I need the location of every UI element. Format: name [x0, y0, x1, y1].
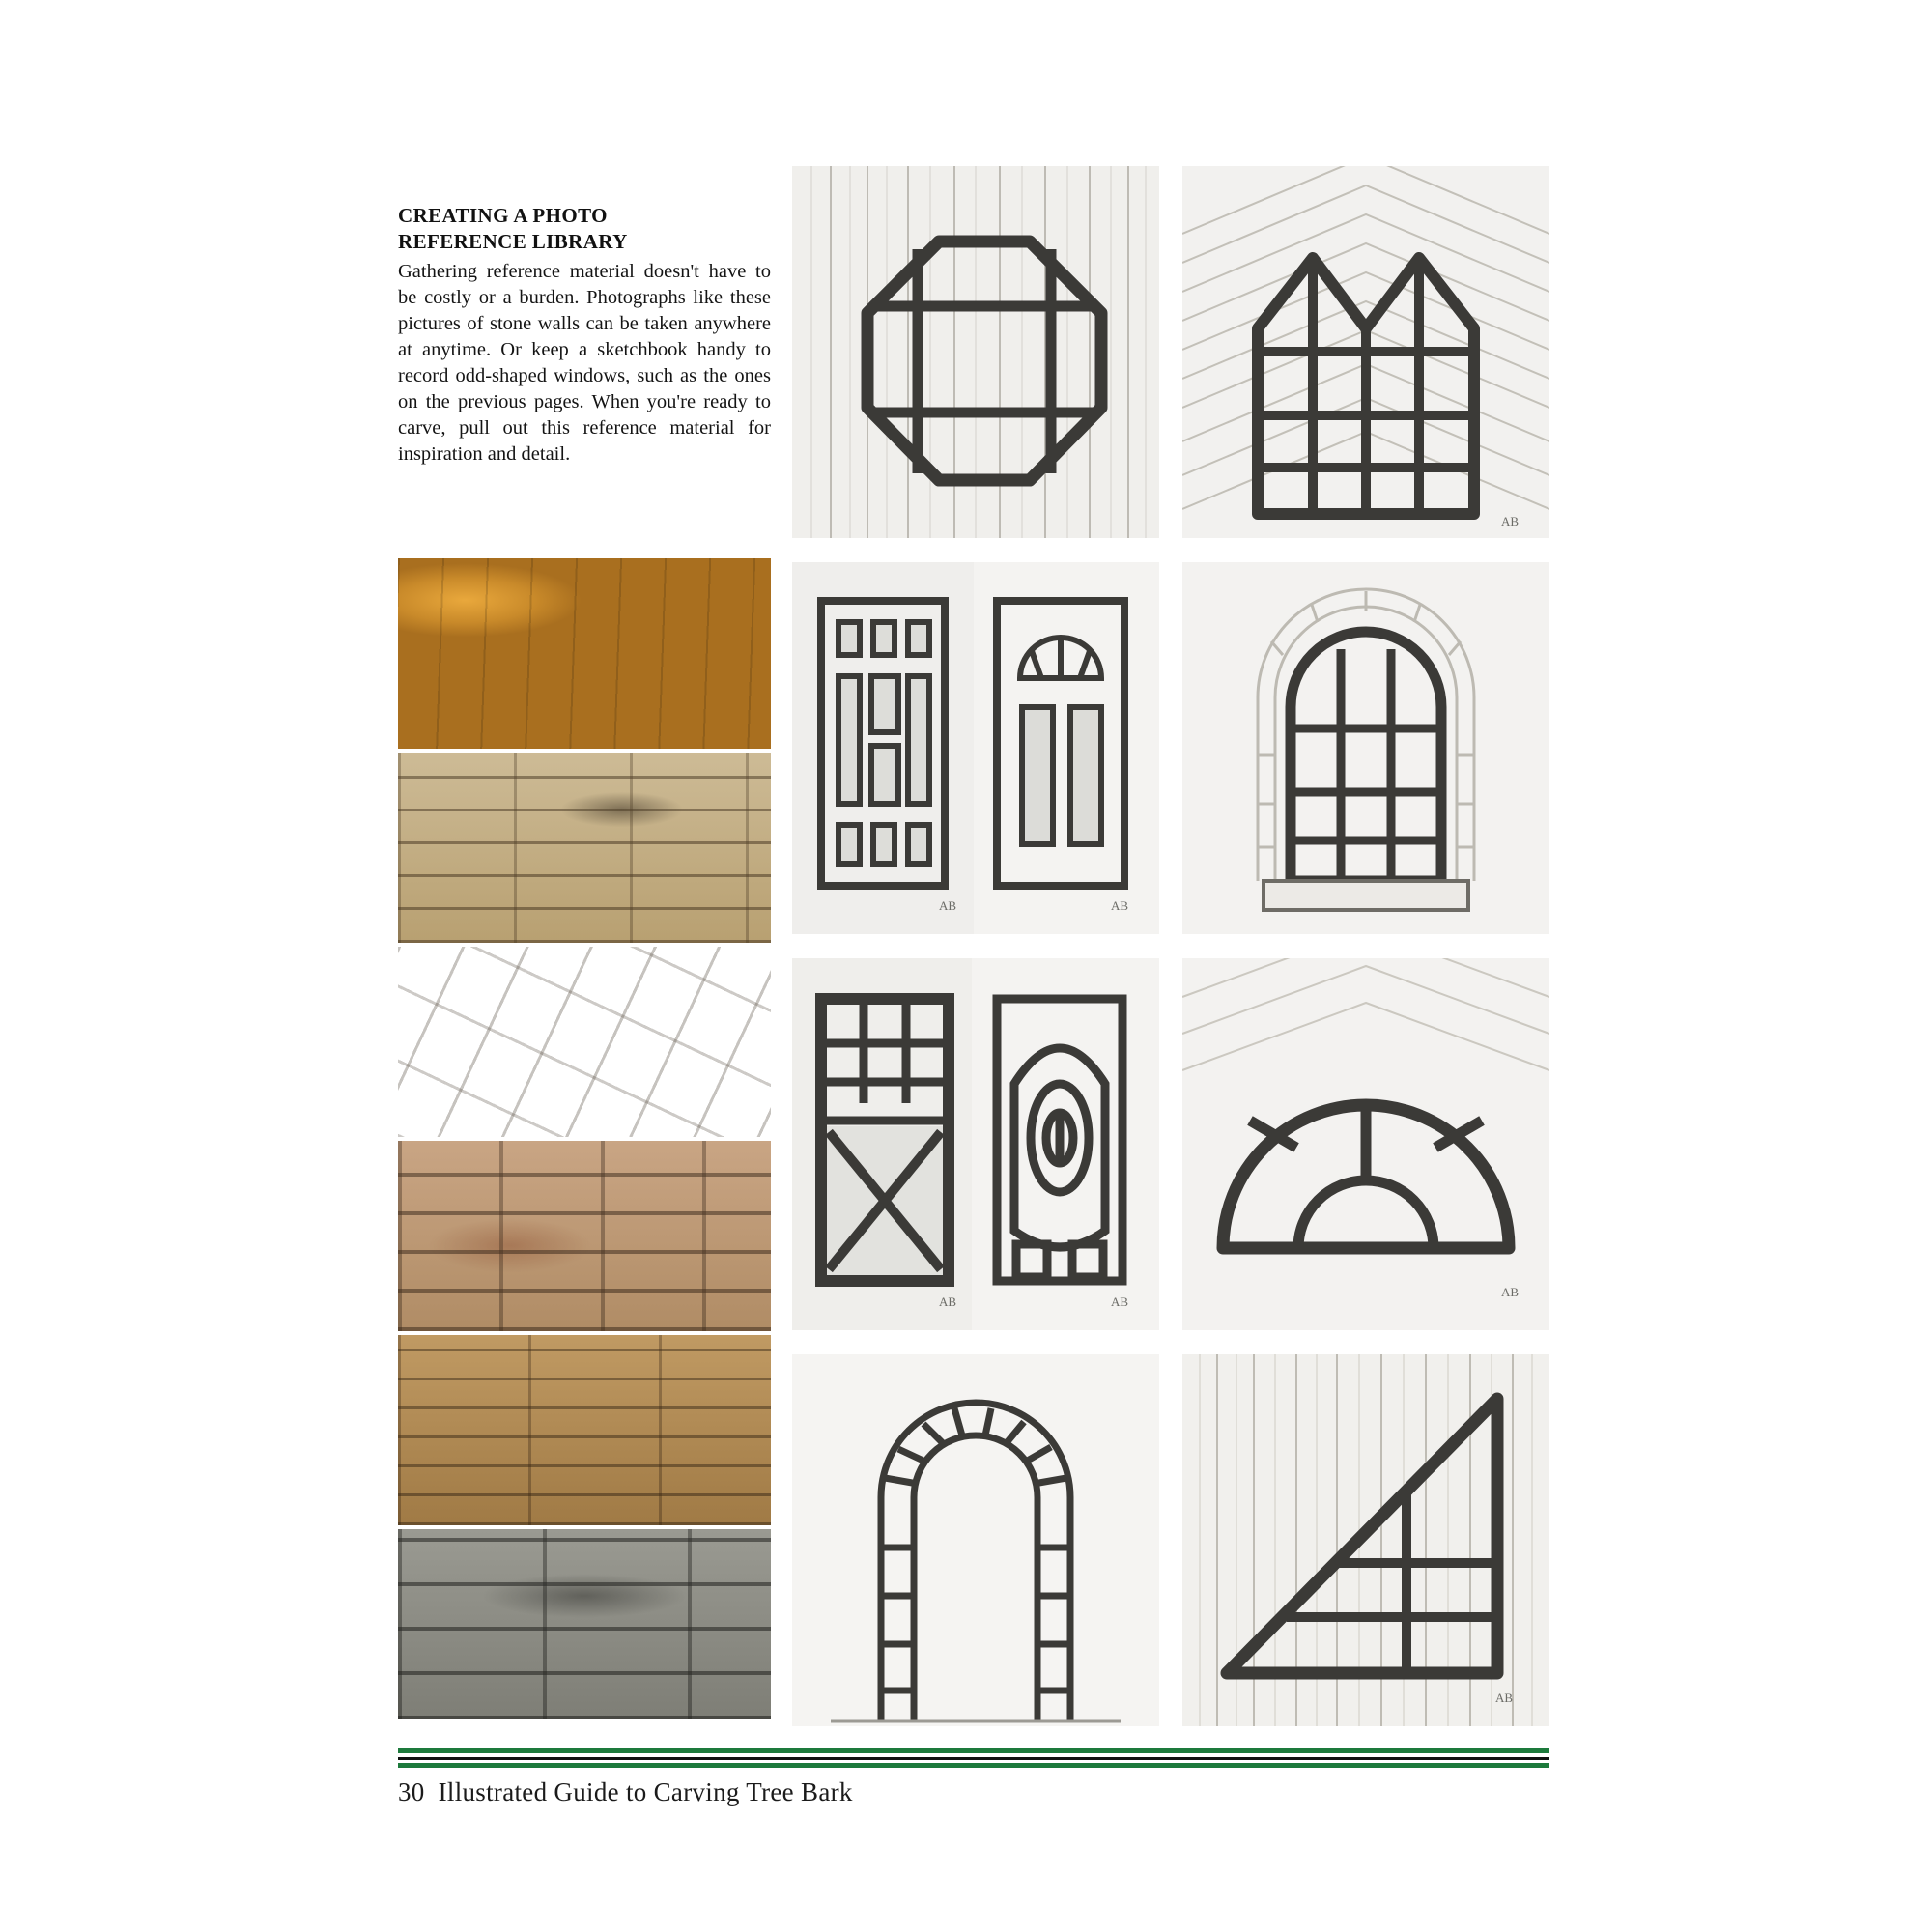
footer-rule-black: [398, 1757, 1549, 1760]
article-body: Gathering reference material doesn't have to be costly or a burden. Photographs like these pictures of stone walls can be taken anywhere at anytime. Or keep a sketchbook handy to record odd-shaped windows, such as the ones on the previous pages. When you're ready to carve, pull out this reference material for inspiration and detail.: [398, 260, 771, 466]
page-number: 30: [398, 1777, 425, 1806]
page-title: [398, 203, 771, 255]
sketch-barn-door-and-oval-door: [792, 958, 1159, 1330]
sketch-arched-window: [1182, 562, 1549, 934]
stone-wall-photo-1: [398, 558, 771, 749]
sketch-panel-doors: [792, 562, 1159, 934]
page-title-line-2: REFERENCE LIBRARY: [398, 229, 628, 253]
stone-wall-photo-4: [398, 1141, 771, 1331]
footer-rule-green-bottom: [398, 1763, 1549, 1768]
page-footer: [398, 1777, 1267, 1807]
stone-wall-photo-2: [398, 753, 771, 943]
sketch-stone-archway: [792, 1354, 1159, 1726]
footer-rule-green-top: [398, 1748, 1549, 1753]
sketch-fanlight-halfround: [1182, 958, 1549, 1330]
sketch-octagon-window: [792, 166, 1159, 538]
artist-signature: AB: [1495, 1690, 1514, 1705]
sketch-triangle-window: [1182, 1354, 1549, 1726]
stone-photo-grid: [398, 558, 771, 1719]
artist-signature: AB: [1111, 1294, 1129, 1309]
artist-signature: AB: [1501, 1285, 1520, 1299]
page-title-line-1: CREATING A PHOTO: [398, 204, 608, 227]
stone-wall-photo-6: [398, 1529, 771, 1719]
book-title: Illustrated Guide to Carving Tree Bark: [438, 1777, 853, 1806]
artist-signature: AB: [939, 1294, 957, 1309]
artist-signature: AB: [939, 898, 957, 913]
sketch-twin-peak-window: [1182, 166, 1549, 538]
stone-wall-photo-3: [398, 947, 771, 1137]
article-text-column: [398, 203, 771, 468]
artist-signature: AB: [1111, 898, 1129, 913]
stone-wall-photo-5: [398, 1335, 771, 1525]
artist-signature: AB: [1501, 514, 1520, 528]
